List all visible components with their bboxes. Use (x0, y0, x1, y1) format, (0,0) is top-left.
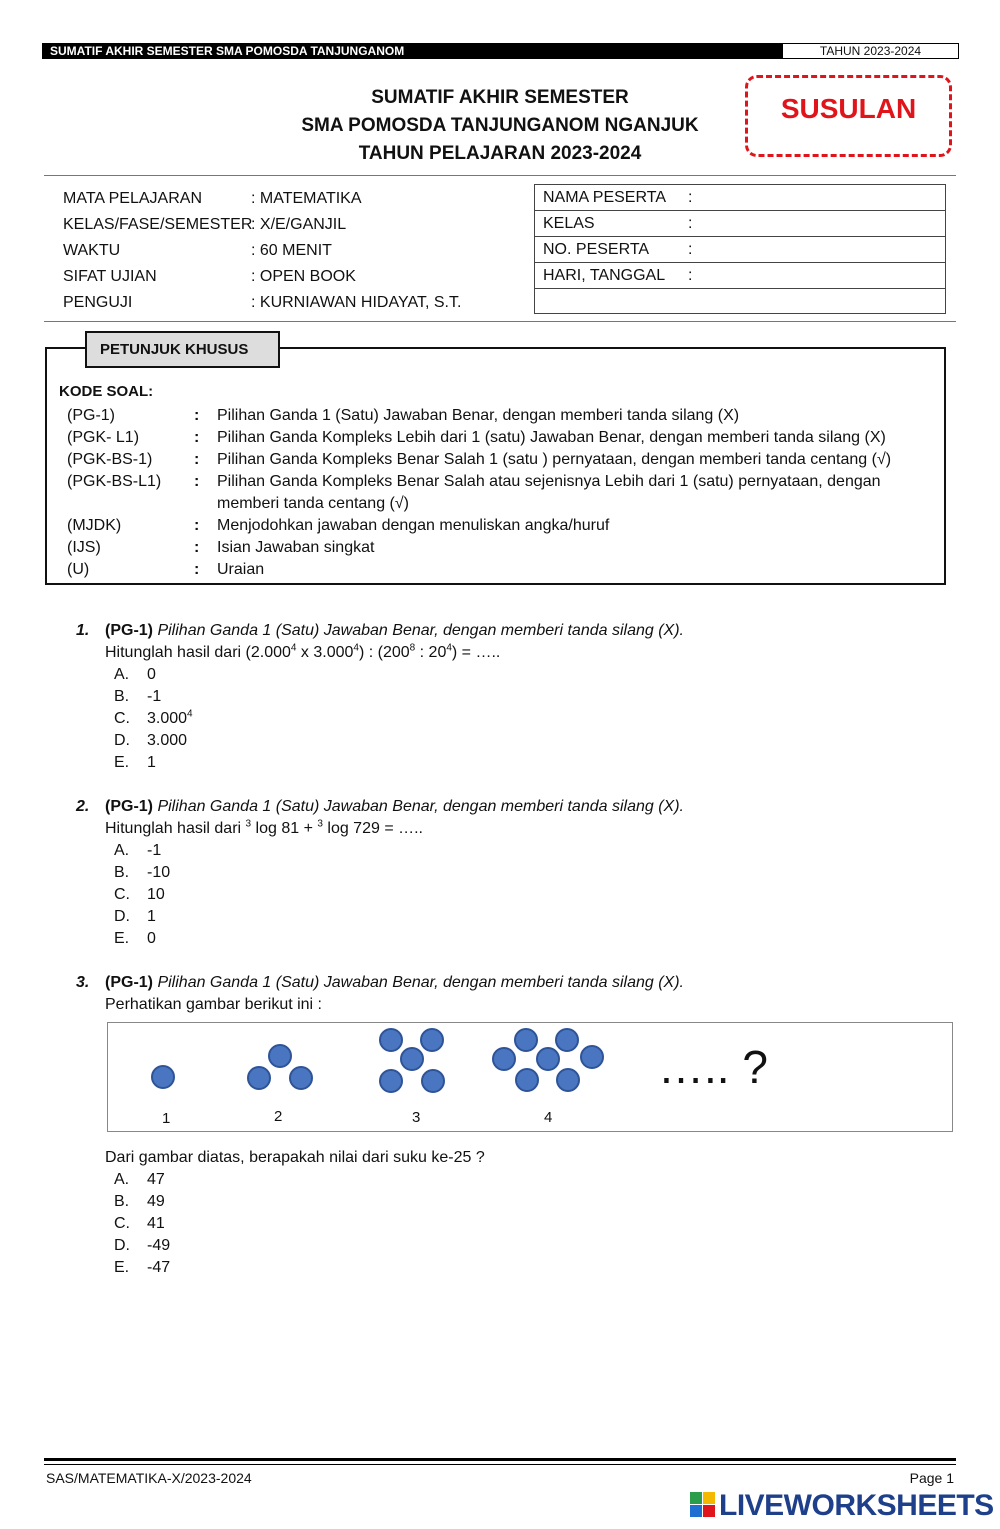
dot (247, 1066, 271, 1090)
question-type-desc: Pilihan Ganda 1 (Satu) Jawaban Benar, dengan memberi tanda silang (X). (157, 798, 684, 815)
header-year: TAHUN 2023-2024 (782, 43, 959, 59)
option-value-wrap (147, 710, 193, 728)
question-2-number: 2. (76, 798, 90, 815)
info-label-exam-type: SIFAT UJIAN (63, 268, 157, 285)
question-3-intro: Perhatikan gambar berikut ini : (105, 996, 322, 1013)
student-row-number[interactable] (535, 237, 945, 263)
option-value: 0 (147, 666, 156, 683)
text-part: x 3.000 (296, 644, 354, 661)
code-colon: : (194, 429, 200, 446)
code-label: (U) (67, 561, 90, 578)
footer-page: Page 1 (909, 1470, 954, 1486)
option-e[interactable] (0, 1259, 1000, 1279)
dot (289, 1066, 313, 1090)
code-desc: Menjodohkan jawaban dengan menuliskan angka/huruf (217, 517, 610, 534)
question-type-code: (PG-1) (105, 798, 153, 815)
code-desc: Pilihan Ganda Kompleks Benar Salah 1 (satu ) pernyataan, dengan memberi tanda centang (√) (217, 451, 892, 468)
code-desc: Pilihan Ganda Kompleks Lebih dari 1 (satu) Jawaban Benar, dengan memberi tanda silang (X) (217, 429, 886, 446)
dot (151, 1065, 175, 1089)
dot (379, 1028, 403, 1052)
option-letter: A. (114, 666, 130, 683)
code-colon: : (194, 539, 200, 556)
option-e[interactable] (0, 930, 1000, 950)
student-label: HARI, TANGGAL (543, 267, 666, 284)
option-value: -10 (147, 864, 171, 881)
divider-info (44, 321, 956, 322)
option-value: -49 (147, 1237, 171, 1254)
exponent: 4 (446, 642, 452, 654)
code-label: (PGK-BS-L1) (67, 473, 162, 490)
text-part: Hitunglah hasil dari (105, 820, 246, 837)
dot (555, 1028, 579, 1052)
student-colon: : (688, 267, 693, 284)
question-3-number: 3. (76, 974, 90, 991)
dot (400, 1047, 424, 1071)
dot (379, 1069, 403, 1093)
option-c[interactable] (0, 710, 1000, 730)
code-label: (PG-1) (67, 407, 115, 424)
option-letter: D. (114, 732, 130, 749)
code-label: (PGK-BS-1) (67, 451, 153, 468)
question-type-desc: Pilihan Ganda 1 (Satu) Jawaban Benar, dengan memberi tanda silang (X). (157, 974, 684, 991)
question-type-desc: Pilihan Ganda 1 (Satu) Jawaban Benar, dengan memberi tanda silang (X). (157, 622, 684, 639)
code-colon: : (194, 561, 200, 578)
figure-label: 1 (162, 1110, 171, 1127)
exponent: 4 (187, 708, 193, 720)
figure-label: 4 (544, 1109, 553, 1126)
info-label-examiner: PENGUJI (63, 294, 133, 311)
info-value-time: : 60 MENIT (251, 242, 332, 259)
title-line-2: SMA POMOSDA TANJUNGANOM NGANJUK (301, 115, 699, 136)
text-part: : 20 (415, 644, 447, 661)
student-row-blank[interactable] (535, 289, 945, 315)
option-b[interactable] (0, 1193, 1000, 1213)
option-letter: B. (114, 688, 130, 705)
option-letter: A. (114, 1171, 130, 1188)
text-part: ) = ….. (451, 644, 501, 661)
code-label: (IJS) (67, 539, 101, 556)
figure-next-term: ….. ? (658, 1041, 768, 1093)
info-value-exam-type: : OPEN BOOK (251, 268, 356, 285)
info-value-examiner: : KURNIAWAN HIDAYAT, S.T. (251, 294, 462, 311)
log-base: 3 (245, 818, 252, 830)
log-base: 3 (317, 818, 323, 830)
instructions-tab: PETUNJUK KHUSUS (85, 331, 280, 368)
dot (514, 1028, 538, 1052)
option-value: 47 (147, 1171, 165, 1188)
option-letter: E. (114, 930, 130, 947)
question-type-code: (PG-1) (105, 974, 153, 991)
footer-rule-thin (44, 1464, 956, 1465)
exponent: 4 (290, 642, 297, 654)
text-part: log 729 = ….. (322, 820, 423, 837)
option-d[interactable] (0, 732, 1000, 752)
question-3-type (105, 974, 684, 992)
figure-label: 3 (412, 1109, 421, 1126)
info-value-subject: : MATEMATIKA (251, 190, 362, 207)
option-value: 1 (147, 754, 156, 771)
code-desc: Pilihan Ganda Kompleks Benar Salah atau sejenisnya Lebih dari 1 (satu) pernyataan, dengan memberi tanda centang (√) (217, 473, 881, 512)
option-d[interactable] (0, 908, 1000, 928)
dot (421, 1069, 445, 1093)
question-type-code: (PG-1) (105, 622, 153, 639)
code-colon: : (194, 517, 200, 534)
student-colon: : (688, 189, 693, 206)
code-colon: : (194, 407, 200, 424)
dot (492, 1047, 516, 1071)
option-value: -47 (147, 1259, 171, 1276)
code-label: (MJDK) (67, 517, 122, 534)
option-value: 41 (147, 1215, 165, 1232)
code-desc: Pilihan Ganda 1 (Satu) Jawaban Benar, dengan memberi tanda silang (X) (217, 407, 740, 424)
option-a[interactable] (0, 666, 1000, 686)
option-value: -1 (147, 842, 162, 859)
info-value-class: : X/E/GANJIL (251, 216, 347, 233)
option-value: 0 (147, 930, 156, 947)
student-box (534, 184, 946, 314)
option-e[interactable] (0, 754, 1000, 774)
option-c[interactable] (0, 1215, 1000, 1235)
liveworksheets-logo-icon (690, 1492, 716, 1518)
liveworksheets-brand[interactable] (690, 1489, 994, 1523)
option-value: 3.000 (147, 710, 188, 727)
text-part: ) : (200 (358, 644, 410, 661)
code-colon: : (194, 451, 200, 468)
option-d[interactable] (0, 1237, 1000, 1257)
title-line-1: SUMATIF AKHIR SEMESTER (371, 87, 629, 108)
figure-label: 2 (274, 1108, 283, 1125)
text-part: log 81 + (251, 820, 318, 837)
brand-text: LIVEWORKSHEETS (719, 1489, 994, 1522)
option-value: 10 (147, 886, 165, 903)
dot (556, 1068, 580, 1092)
title-line-3: TAHUN PELAJARAN 2023-2024 (358, 143, 642, 164)
code-label: (PGK- L1) (67, 429, 140, 446)
option-value: 3.000 (147, 732, 188, 749)
footer-rule-thick (44, 1458, 956, 1461)
question-1-type (105, 622, 684, 640)
option-letter: B. (114, 1193, 130, 1210)
option-value: 1 (147, 908, 156, 925)
option-letter: B. (114, 864, 130, 881)
question-1-text (105, 644, 500, 662)
option-b[interactable] (0, 864, 1000, 884)
option-letter: C. (114, 710, 130, 727)
text-part: Hitunglah hasil dari (2.000 (105, 644, 291, 661)
option-a[interactable] (0, 1171, 1000, 1191)
option-value: -1 (147, 688, 162, 705)
divider-top (44, 175, 956, 176)
option-letter: E. (114, 1259, 130, 1276)
student-label: NO. PESERTA (543, 241, 650, 258)
option-letter: D. (114, 1237, 130, 1254)
info-label-subject: MATA PELAJARAN (63, 190, 202, 207)
option-b[interactable] (0, 688, 1000, 708)
dot (268, 1044, 292, 1068)
question-1-number: 1. (76, 622, 90, 639)
susulan-stamp: SUSULAN (745, 75, 952, 157)
code-desc: Uraian (217, 561, 265, 578)
dot (420, 1028, 444, 1052)
question-3-text: Dari gambar diatas, berapakah nilai dari suku ke-25 ? (105, 1149, 485, 1166)
option-letter: C. (114, 886, 130, 903)
student-row-class[interactable] (535, 211, 945, 237)
footer-code: SAS/MATEMATIKA-X/2023-2024 (46, 1470, 252, 1486)
info-label-time: WAKTU (63, 242, 121, 259)
option-letter: A. (114, 842, 130, 859)
student-label: NAMA PESERTA (543, 189, 666, 206)
exponent: 8 (409, 642, 416, 654)
question-2-text (105, 820, 423, 838)
info-label-class: KELAS/FASE/SEMESTER (63, 216, 253, 233)
header-bar: SUMATIF AKHIR SEMESTER SMA POMOSDA TANJUNGANOM (42, 43, 782, 59)
student-label: KELAS (543, 215, 595, 232)
option-c[interactable] (0, 886, 1000, 906)
option-a[interactable] (0, 842, 1000, 862)
dot (515, 1068, 539, 1092)
code-desc: Isian Jawaban singkat (217, 539, 375, 556)
option-letter: D. (114, 908, 130, 925)
option-letter: E. (114, 754, 130, 771)
code-colon: : (194, 473, 200, 490)
dot (580, 1045, 604, 1069)
question-2-type (105, 798, 684, 816)
dot (536, 1047, 560, 1071)
option-value: 49 (147, 1193, 165, 1210)
student-row-date[interactable] (535, 263, 945, 289)
exponent: 4 (353, 642, 359, 654)
code-heading: KODE SOAL: (59, 383, 154, 400)
student-row-name[interactable] (535, 185, 945, 211)
student-colon: : (688, 241, 693, 258)
pattern-figure (107, 1022, 953, 1132)
option-letter: C. (114, 1215, 130, 1232)
student-colon: : (688, 215, 693, 232)
